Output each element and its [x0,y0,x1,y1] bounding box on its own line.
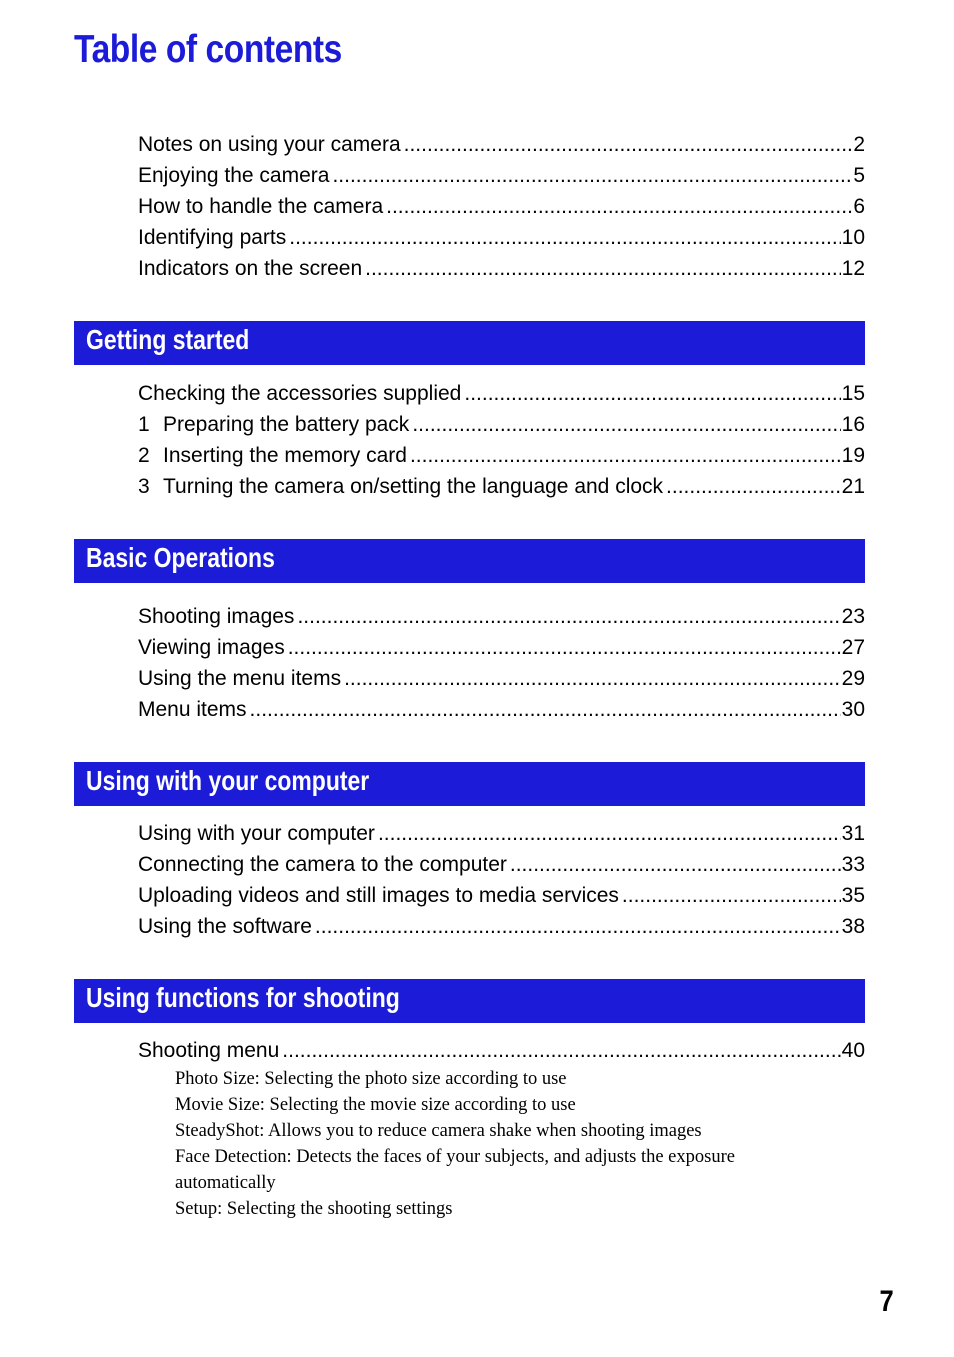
dot-leader [315,911,841,942]
section-title: Using with your computer [86,765,370,796]
step-label: Turning the camera on/setting the language and clock [163,475,664,498]
toc-entry[interactable] [138,880,865,911]
dot-leader [378,818,841,849]
toc-entry-page: 23 [841,605,865,628]
toc-entry-label: How to handle the camera [138,195,384,218]
toc-entry-label: Using the software [138,915,312,938]
sub-item[interactable]: Face Detection: Detects the faces of your subjects, and adjusts the exposure automatically [175,1147,735,1193]
section-title: Using functions for shooting [86,982,400,1013]
section-title: Getting started [86,324,250,355]
toc-entry-page: 19 [841,444,865,467]
shooting-menu-sub-items [175,1066,795,1222]
using-functions-for-shooting-toc-list [138,1035,865,1066]
toc-entry-label: Identifying parts [138,226,287,249]
dot-leader [344,663,841,694]
step-label: Preparing the battery pack [163,413,410,436]
using-with-your-computer-toc-list [138,818,865,942]
toc-entry-label [138,409,412,440]
toc-entry-label: Enjoying the camera [138,164,330,187]
toc-entry-page: 29 [841,667,865,690]
getting-started-toc-list [138,378,865,502]
toc-entry[interactable] [138,818,865,849]
section-header-using-with-your-computer [74,762,865,806]
toc-entry-page: 38 [841,915,865,938]
dot-leader [250,694,841,725]
dot-leader [510,849,841,880]
toc-entry-page: 16 [841,413,865,436]
toc-entry-page: 31 [841,822,865,845]
dot-leader [365,253,841,284]
dot-leader [332,160,852,191]
step-label: Inserting the memory card [163,444,407,467]
toc-entry-label: Shooting images [138,605,295,628]
dot-leader [666,471,841,502]
toc-entry-label [138,440,410,471]
toc-entry[interactable] [138,160,865,191]
toc-entry[interactable] [138,663,865,694]
toc-entry[interactable] [138,632,865,663]
toc-entry[interactable] [138,601,865,632]
section-header-using-functions-for-shooting [74,979,865,1023]
dot-leader [622,880,841,911]
toc-entry-page: 40 [841,1039,865,1062]
intro-toc-list [138,129,865,284]
toc-entry-label: Notes on using your camera [138,133,401,156]
basic-operations-toc-list [138,601,865,725]
section-title: Basic Operations [86,542,275,573]
dot-leader [412,409,840,440]
toc-entry-page: 2 [853,133,865,156]
toc-entry-label: Using the menu items [138,667,342,690]
dot-leader [297,601,840,632]
toc-entry-label: Viewing images [138,636,285,659]
section-header-getting-started [74,321,865,365]
toc-entry[interactable] [138,222,865,253]
dot-leader [410,440,841,471]
toc-entry-page: 27 [841,636,865,659]
toc-entry-page: 12 [841,257,865,280]
page-title: Table of contents [74,28,342,71]
toc-entry-label: Uploading videos and still images to media services [138,884,619,907]
step-number: 2 [138,444,150,467]
page-number: 7 [879,1285,894,1318]
sub-item[interactable]: Photo Size: Selecting the photo size according to use [175,1069,567,1089]
toc-entry[interactable] [138,440,865,471]
toc-entry-label: Using with your computer [138,822,375,845]
toc-entry[interactable] [138,253,865,284]
sub-item[interactable]: Movie Size: Selecting the movie size according to use [175,1095,576,1115]
toc-entry[interactable] [138,378,865,409]
toc-entry-page: 5 [853,164,865,187]
toc-entry[interactable] [138,911,865,942]
dot-leader [282,1035,840,1066]
dot-leader [404,129,853,160]
toc-entry-page: 35 [841,884,865,907]
toc-entry-page: 15 [841,382,865,405]
toc-entry-label: Shooting menu [138,1039,280,1062]
toc-entry-label [138,471,666,502]
toc-entry-page: 21 [841,475,865,498]
section-header-basic-operations [74,539,865,583]
toc-entry-page: 30 [841,698,865,721]
dot-leader [288,632,841,663]
sub-item[interactable]: Setup: Selecting the shooting settings [175,1199,453,1219]
toc-entry[interactable] [138,471,865,502]
sub-item[interactable]: SteadyShot: Allows you to reduce camera shake when shooting images [175,1121,702,1141]
dot-leader [464,378,840,409]
toc-entry-label: Connecting the camera to the computer [138,853,507,876]
toc-entry[interactable] [138,129,865,160]
toc-entry-label: Checking the accessories supplied [138,382,462,405]
step-number: 1 [138,413,150,436]
toc-entry-page: 6 [853,195,865,218]
step-number: 3 [138,475,150,498]
toc-entry[interactable] [138,1035,865,1066]
toc-entry-page: 10 [841,226,865,249]
toc-entry-page: 33 [841,853,865,876]
dot-leader [386,191,852,222]
toc-entry[interactable] [138,409,865,440]
toc-entry-label: Indicators on the screen [138,257,363,280]
toc-entry[interactable] [138,849,865,880]
toc-entry[interactable] [138,694,865,725]
toc-entry[interactable] [138,191,865,222]
toc-entry-label: Menu items [138,698,247,721]
dot-leader [289,222,840,253]
